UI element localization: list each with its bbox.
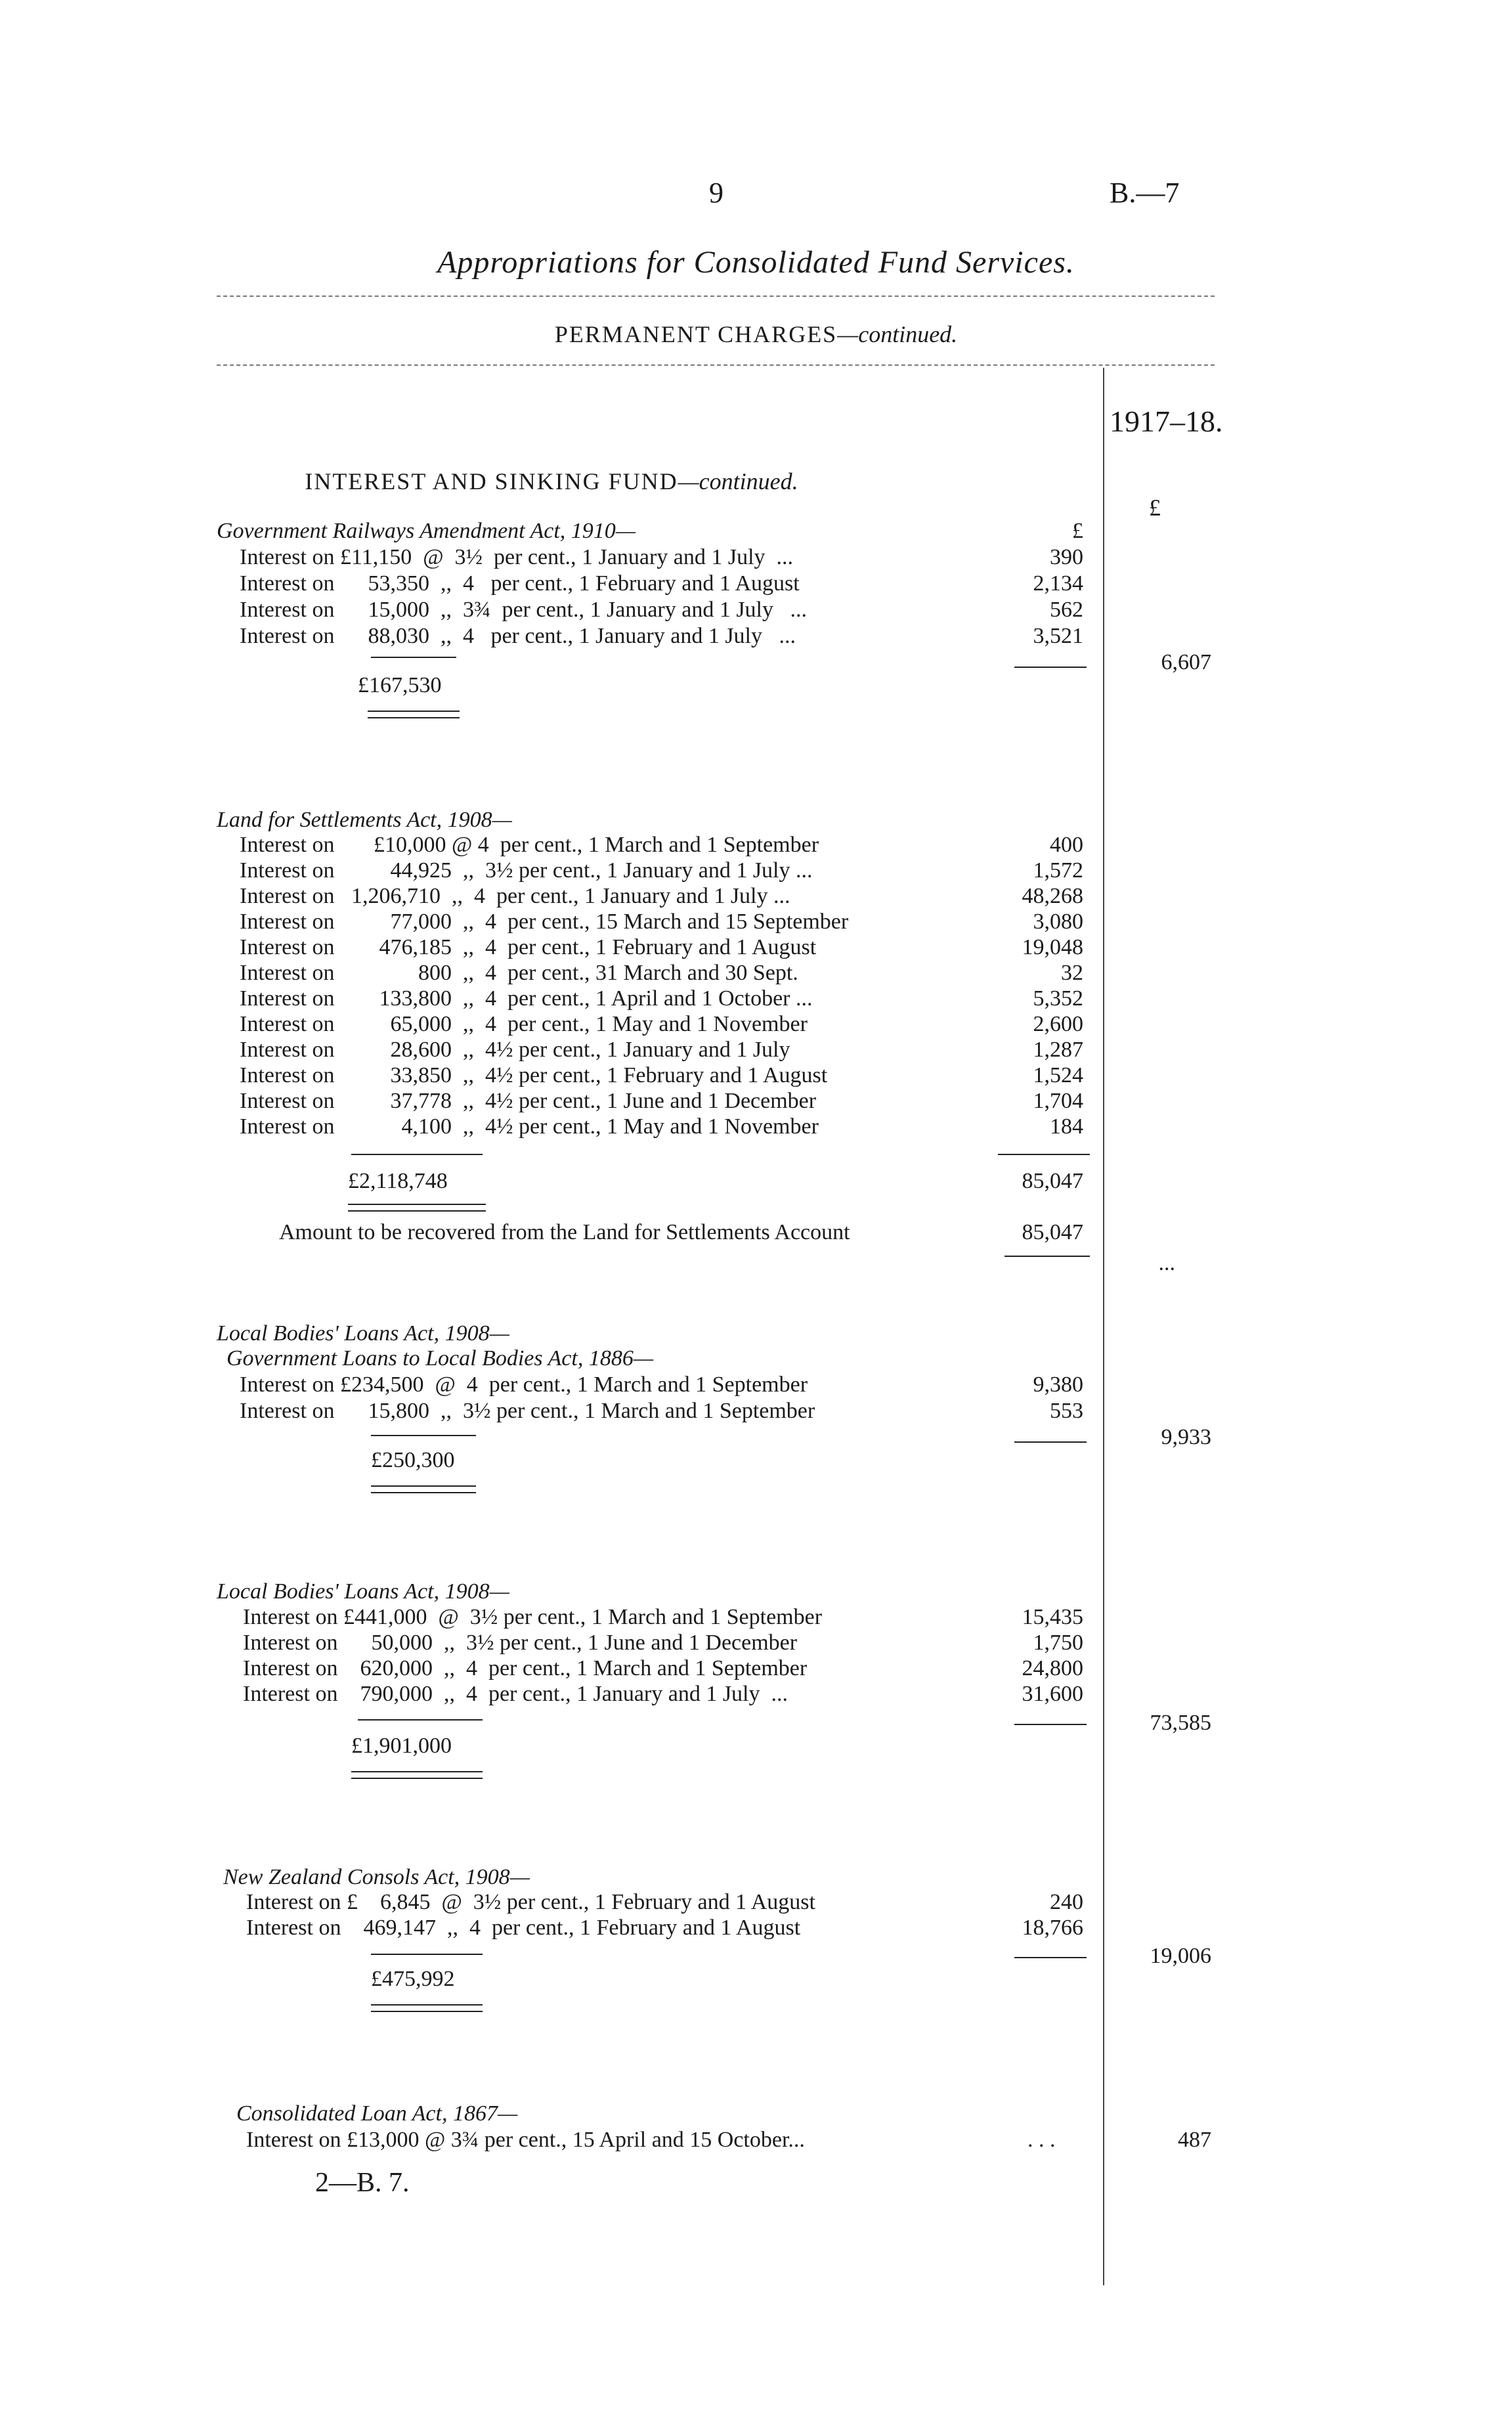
consols-line: Interest on £ 6,845 @ 3½ per cent., 1 February and 1 August [246,1890,815,1914]
local-bodies-1-double-rule [371,1485,476,1493]
section-suffix: —continued. [678,468,798,494]
settlements-capital-rule [351,1154,483,1155]
consolidated-header: Consolidated Loan Act, 1867— [236,2101,518,2126]
settlements-line: Interest on 37,778 ,, 4½ per cent., 1 June and 1 December [240,1089,817,1113]
title-rule [217,296,1215,297]
page-footer: 2—B. 7. [315,2168,410,2198]
header-rule [217,364,1215,366]
settlements-amount: 2,600 [1033,1012,1083,1036]
settlements-amount: 400 [1050,833,1083,857]
settlements-amount: 1,524 [1033,1063,1083,1087]
settlements-amount: 1,572 [1033,858,1083,883]
settlements-recovery-amount: 85,047 [1022,1220,1083,1244]
settlements-recovery-text: Amount to be recovered from the Land for Settlements Account [279,1220,850,1244]
local-bodies-2-line: Interest on 790,000 ,, 4 per cent., 1 January and 1 July ... [243,1682,788,1706]
settlements-subtotal: 85,047 [1022,1169,1083,1193]
local-bodies-2-total: 73,585 [1150,1711,1211,1735]
settlements-amount: 184 [1050,1114,1083,1139]
settlements-capital: £2,118,748 [348,1169,448,1193]
consolidated-leader-dots: . . . [1027,2128,1056,2152]
local-bodies-1-header: Local Bodies' Loans Act, 1908— [217,1321,509,1346]
consols-amount: 18,766 [1022,1916,1083,1940]
local-bodies-2-capital-rule [358,1719,483,1721]
settlements-amount: 19,048 [1022,935,1083,959]
subtitle-main: PERMANENT CHARGES [554,321,838,347]
local-bodies-2-amount: 24,800 [1022,1656,1083,1680]
railways-double-rule [368,711,460,718]
settlements-line: Interest on 33,850 ,, 4½ per cent., 1 February and 1 August [240,1063,828,1087]
settlements-line: Interest on 1,206,710 ,, 4 per cent., 1 January and 1 July ... [240,884,790,908]
local-bodies-1-line: Interest on £234,500 @ 4 per cent., 1 March and 1 September [240,1372,808,1397]
consols-capital: £475,992 [371,1967,455,1991]
local-bodies-1-amount: 553 [1050,1399,1083,1423]
settlements-amount: 1,704 [1033,1089,1083,1113]
settlements-double-rule [348,1204,486,1212]
local-bodies-2-amount: 15,435 [1022,1605,1083,1629]
consolidated-total: 487 [1178,2128,1211,2152]
railways-amount: 390 [1050,545,1083,569]
settlements-amount: 48,268 [1022,884,1083,908]
consols-header: New Zealand Consols Act, 1908— [223,1865,530,1889]
settlements-line: Interest on 476,185 ,, 4 per cent., 1 February and 1 August [240,935,817,959]
local-bodies-1-subheader: Government Loans to Local Bodies Act, 1886— [227,1346,654,1370]
page-title: Appropriations for Consolidated Fund Services. [437,245,1075,280]
railways-amount: 3,521 [1033,624,1083,648]
local-bodies-2-line: Interest on 50,000 ,, 3½ per cent., 1 June and 1 December [243,1631,798,1655]
consols-capital-rule [371,1954,483,1955]
settlements-amount: 1,287 [1033,1038,1083,1062]
year-column-heading: 1917–18. [1110,405,1223,438]
consolidated-line: Interest on £13,000 @ 3¾ per cent., 15 April and 15 October... [246,2128,805,2152]
railways-line: Interest on 53,350 ,, 4 per cent., 1 February and 1 August [240,571,800,596]
document-reference: B.—7 [1110,177,1180,209]
consols-total: 19,006 [1150,1944,1211,1968]
railways-header: Government Railways Amendment Act, 1910— [217,519,636,543]
railways-line: Interest on 15,000 ,, 3¾ per cent., 1 January and 1 July ... [240,598,807,622]
year-column-currency: £ [1149,494,1161,521]
consols-double-rule [371,2004,483,2012]
settlements-line: Interest on 4,100 ,, 4½ per cent., 1 May and 1 November [240,1114,819,1139]
settlements-line: Interest on 28,600 ,, 4½ per cent., 1 January and 1 July [240,1038,790,1062]
local-bodies-2-amount: 31,600 [1022,1682,1083,1706]
consols-amount: 240 [1050,1890,1083,1914]
railways-total: 6,607 [1161,650,1211,674]
railways-currency: £ [1072,519,1083,543]
page-number: 9 [709,177,724,209]
settlements-line: Interest on 77,000 ,, 4 per cent., 15 March and 15 September [240,910,849,934]
local-bodies-2-double-rule [351,1771,483,1779]
local-bodies-2-amount: 1,750 [1033,1631,1083,1655]
local-bodies-2-line: Interest on 620,000 ,, 4 per cent., 1 March and 1 September [243,1656,808,1680]
settlements-amount: 32 [1061,961,1083,985]
local-bodies-1-amount: 9,380 [1033,1372,1083,1397]
local-bodies-1-capital-rule [371,1435,476,1436]
local-bodies-1-capital: £250,300 [371,1448,455,1472]
settlements-header: Land for Settlements Act, 1908— [217,808,512,832]
settlements-sum-rule [998,1154,1090,1155]
railways-amount: 562 [1050,598,1083,622]
subtitle-suffix: —continued. [837,321,958,347]
settlements-amount: 3,080 [1033,910,1083,934]
railways-line: Interest on 88,030 ,, 4 per cent., 1 January and 1 July ... [240,624,796,648]
settlements-line: Interest on 133,800 ,, 4 per cent., 1 April and 1 October ... [240,986,813,1011]
section-main: INTEREST AND SINKING FUND [305,468,678,494]
settlements-line: Interest on 44,925 ,, 3½ per cent., 1 January and 1 July ... [240,858,813,883]
railways-line: Interest on £11,150 @ 3½ per cent., 1 January and 1 July ... [240,545,794,569]
interest-section-heading [0,468,1103,495]
section-subtitle [0,320,1512,348]
local-bodies-2-header: Local Bodies' Loans Act, 1908— [217,1579,509,1604]
railways-capital-rule [371,657,456,658]
settlements-line: Interest on £10,000 @ 4 per cent., 1 March and 1 September [240,833,819,857]
local-bodies-2-line: Interest on £441,000 @ 3½ per cent., 1 March and 1 September [243,1605,823,1629]
settlements-amount: 5,352 [1033,986,1083,1011]
railways-capital: £167,530 [358,673,442,697]
settlements-total: ... [1158,1251,1175,1275]
local-bodies-1-total: 9,933 [1161,1425,1211,1449]
settlements-line: Interest on 800 ,, 4 per cent., 31 March and 30 Sept. [240,961,798,985]
local-bodies-1-line: Interest on 15,800 ,, 3½ per cent., 1 March and 1 September [240,1399,815,1423]
railways-amount: 2,134 [1033,571,1083,596]
local-bodies-2-capital: £1,901,000 [351,1734,452,1758]
settlements-line: Interest on 65,000 ,, 4 per cent., 1 May and 1 November [240,1012,808,1036]
consols-line: Interest on 469,147 ,, 4 per cent., 1 February and 1 August [246,1916,801,1940]
